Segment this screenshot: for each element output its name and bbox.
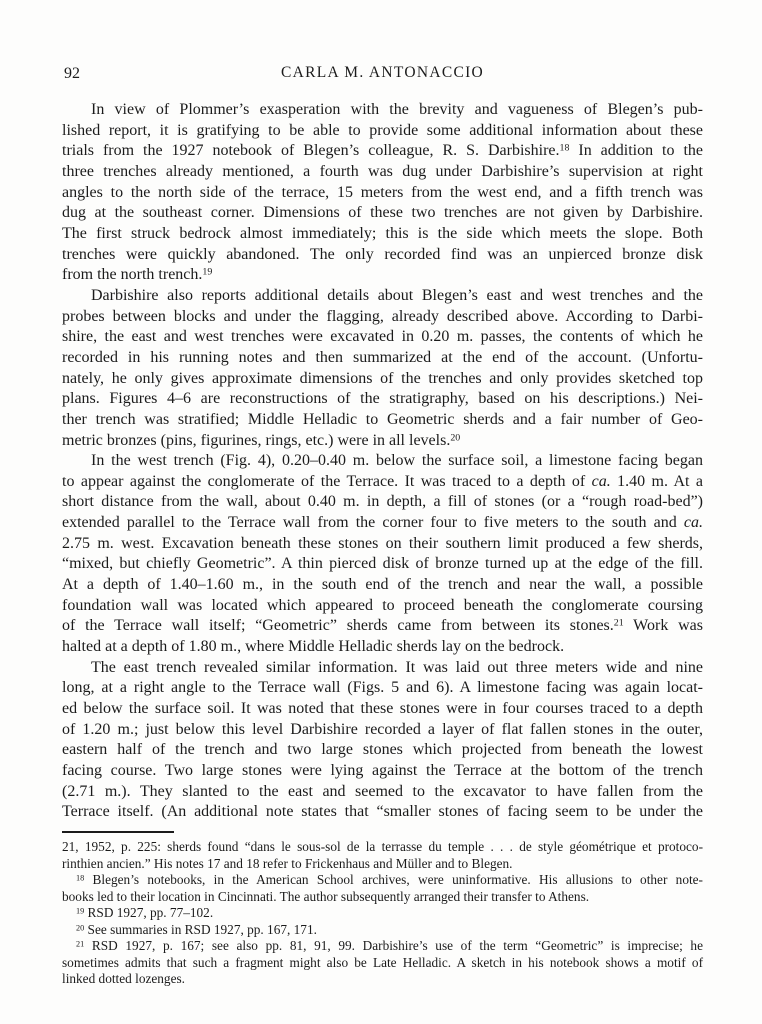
text-line (62, 369, 703, 390)
text-run: three trenches already mentioned, a fourth was dug under Darbishire’s supervision at right (62, 162, 703, 180)
text-run: See summaries in RSD 1927, pp. 167, 171. (84, 921, 317, 937)
text-run: rinthien ancien.” His notes 17 and 18 refer to Frickenhaus and Müller and to Blegen. (62, 855, 513, 871)
running-head: CARLA M. ANTONACCIO (280, 64, 485, 81)
footnote-line (62, 856, 703, 873)
text-line (62, 554, 703, 575)
text-line (62, 203, 703, 224)
text-run: sometimes admits that such a fragment might also be Late Helladic. A sketch in his notebook shows a motif of (62, 954, 703, 970)
footnote-ref: 19 (76, 906, 85, 916)
text-run: trials from the 1927 notebook of Blegen’s colleague, R. S. Darbishire. (62, 142, 560, 160)
text-run: plans. Figures 4–6 are reconstructions of the stratigraphy, based on his descriptions.) Nei- (62, 390, 703, 408)
text-line (62, 141, 703, 162)
text-run: 2.75 m. west. Excavation beneath these stones on their southern limit produced a few sherds, (62, 534, 703, 552)
footnote-ref: 18 (76, 873, 85, 883)
text-run: In addition to the (569, 142, 703, 160)
text-run: “mixed, but chiefly Geometric”. A thin pierced disk of bronze turned up at the edge of the fill. (62, 555, 703, 573)
text-line (62, 534, 703, 555)
text-line (62, 183, 703, 204)
text-line (62, 802, 703, 823)
text-line (62, 162, 703, 183)
footnote-ref: 21 (613, 617, 624, 629)
text-run: extended parallel to the Terrace wall from the corner four to five meters to the south and (62, 514, 684, 532)
paragraph (62, 286, 703, 451)
footnote-line (62, 872, 703, 889)
footnote-line (62, 955, 703, 972)
text-run: of the Terrace wall itself; “Geometric” sherds came from between its stones. (62, 617, 614, 635)
text-run: 21, 1952, p. 225: sherds found “dans le sous-sol de la terrasse du temple . . . de style géométrique et protoco- (62, 839, 703, 854)
text-run: halted at a depth of 1.80 m., where Middle Helladic sherds lay on the bedrock. (62, 638, 565, 656)
text-line (62, 761, 703, 782)
text-run: linked dotted lozenges. (62, 971, 185, 986)
text-run: lished report, it is gratifying to be able to provide some additional information about these (62, 121, 703, 139)
text-line (62, 782, 703, 803)
text-run: (2.71 m.). They slanted to the east and seemed to the excavator to have fallen from the (62, 782, 703, 800)
text-run: recorded in his running notes and then summarized at the end of the account. (Unfortu- (62, 348, 703, 366)
text-run: Darbishire also reports additional details about Blegen’s east and west trenches and the (91, 286, 703, 304)
text-run: nately, he only gives approximate dimensions of the trenches and only provides sketched top (62, 369, 703, 387)
text-line (62, 678, 703, 699)
text-line (62, 431, 703, 452)
text-line (62, 100, 703, 121)
text-run: of 1.20 m.; just below this level Darbishire recorded a layer of flat fallen stones in the outer, (62, 720, 703, 738)
text-run: from the north trench. (62, 266, 203, 284)
text-run: At a depth of 1.40–1.60 m., in the south end of the trench and near the wall, a possible (62, 576, 703, 594)
text-run: trenches were quickly abandoned. The only recorded find was an unpierced bronze disk (62, 245, 703, 263)
text-line (62, 720, 703, 741)
text-run: Blegen’s notebooks, in the American School archives, were uninformative. His allusions to other note- (84, 872, 703, 887)
text-line (62, 658, 703, 679)
footnote-line (62, 922, 703, 939)
text-run: ed below the surface soil. It was noted that these stones were in four courses traced to a depth (62, 700, 703, 718)
footnote-separator (62, 831, 174, 833)
text-line (62, 389, 703, 410)
page-header (62, 64, 703, 86)
text-line (62, 121, 703, 142)
text-run: probes between blocks and under the flagging, already described above. According to Darbi- (62, 307, 703, 325)
footnote-line (62, 971, 703, 988)
text-run: dug at the southeast corner. Dimensions of these two trenches are not given by Darbishire. (62, 204, 703, 222)
text-line (62, 224, 703, 245)
paragraph (62, 100, 703, 286)
text-run: shire, the east and west trenches were excavated in 0.20 m. passes, the contents of which he (62, 328, 703, 346)
text-run: The first struck bedrock almost immediately; this is the side which meets the slope. Both (62, 224, 703, 242)
footnote-line (62, 889, 703, 906)
text-line (62, 410, 703, 431)
text-line (62, 637, 703, 658)
text-line (62, 699, 703, 720)
text-run: angles to the north side of the terrace, 15 meters from the west end, and a fifth trench was (62, 183, 703, 201)
paragraph (62, 451, 703, 658)
italic-text: ca. (683, 514, 703, 532)
text-run: Work was (623, 617, 703, 635)
footnote-ref: 21 (76, 939, 85, 949)
text-run: eastern half of the trench and two large stones which projected from beneath the lowest (62, 741, 703, 759)
text-run: short distance from the wall, about 0.40 m. in depth, a fill of stones (or a “rough road-bed”) (62, 493, 703, 511)
text-line (62, 286, 703, 307)
text-line (62, 307, 703, 328)
text-line (62, 348, 703, 369)
footnote-ref: 18 (559, 142, 570, 154)
text-run: Terrace itself. (An additional note states that “smaller stones of facing seem to be under the (62, 803, 703, 821)
text-run: foundation wall was located which appeared to proceed beneath the conglomerate coursing (62, 596, 703, 614)
text-line (62, 327, 703, 348)
footnote-line (62, 839, 703, 856)
text-line (62, 596, 703, 617)
text-line (62, 451, 703, 472)
text-line (62, 265, 703, 286)
italic-text: ca. (591, 472, 611, 490)
text-line (62, 245, 703, 266)
footnote-line (62, 938, 703, 955)
footnote-ref: 20 (76, 922, 85, 932)
text-line (62, 492, 703, 513)
text-run: ther trench was stratified; Middle Helladic to Geometric sherds and a fair number of Geo- (62, 410, 703, 428)
footnote-line (62, 905, 703, 922)
article-body (62, 100, 703, 823)
text-line (62, 472, 703, 493)
text-run: RSD 1927, pp. 77–102. (84, 905, 214, 920)
text-run: In view of Plommer’s exasperation with the brevity and vagueness of Blegen’s pub- (91, 101, 703, 118)
text-run: facing course. Two large stones were lying against the Terrace at the bottom of the trench (62, 762, 703, 779)
text-run: In the west trench (Fig. 4), 0.20–0.40 m. below the surface soil, a limestone facing began (91, 452, 703, 470)
text-run: RSD 1927, p. 167; see also pp. 81, 91, 99. Darbishire’s use of the term “Geometric” is imprecise; he (84, 938, 703, 953)
text-run: 1.40 m. At a (610, 472, 703, 490)
text-run: to appear against the conglomerate of the Terrace. It was traced to a depth of (62, 472, 592, 490)
footnote-ref: 19 (202, 266, 213, 278)
text-run: books led to their location in Cincinnati. The author subsequently arranged their transfer to Athens. (62, 888, 590, 904)
paragraph (62, 658, 703, 823)
text-run: metric bronzes (pins, figurines, rings, etc.) were in all levels. (62, 431, 451, 449)
text-line (62, 575, 703, 596)
text-line (62, 616, 703, 637)
text-line (62, 513, 703, 534)
text-run: The east trench revealed similar information. It was laid out three meters wide and nine (91, 658, 703, 676)
text-line (62, 740, 703, 761)
footnote-ref: 20 (450, 432, 461, 444)
footnotes (62, 839, 703, 988)
text-run: long, at a right angle to the Terrace wall (Figs. 5 and 6). A limestone facing was again locat- (62, 679, 703, 697)
page-number: 92 (64, 65, 80, 82)
